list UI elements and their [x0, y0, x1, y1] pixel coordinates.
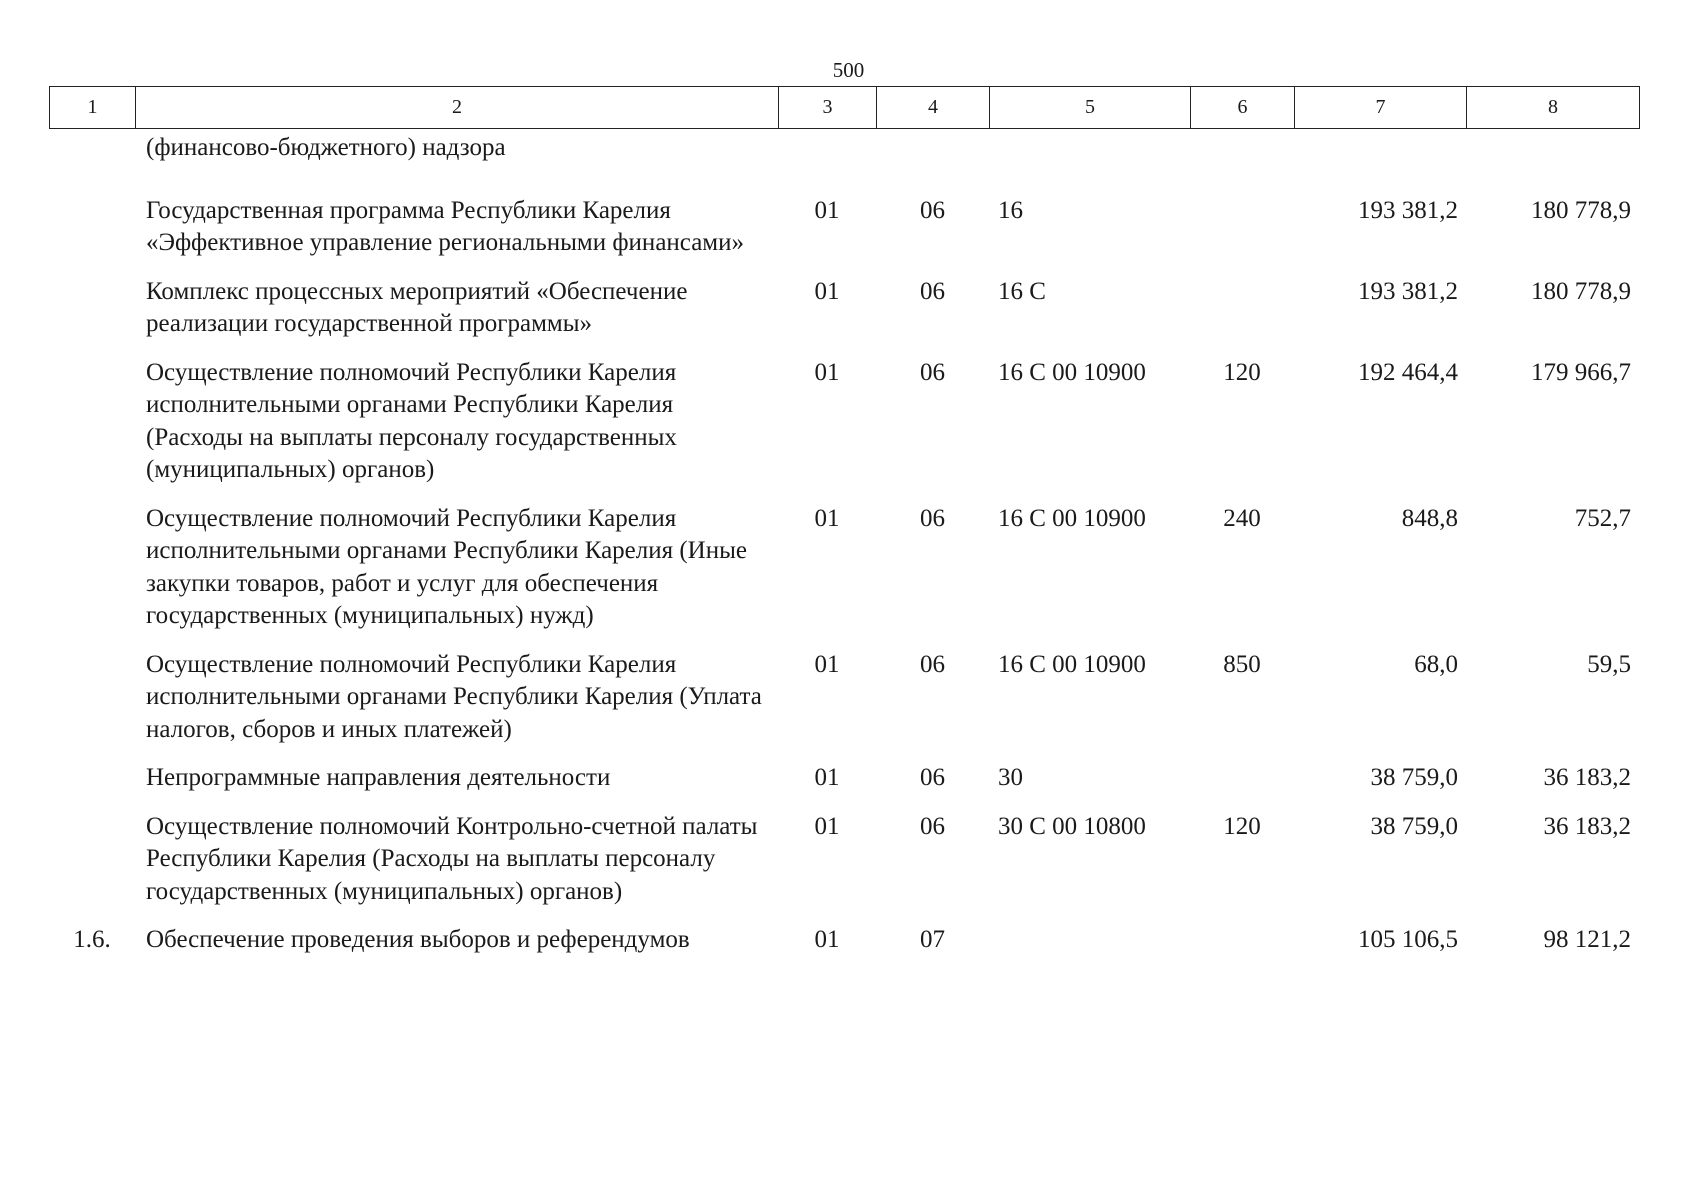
row-amount-2: 752,7 — [1574, 504, 1631, 532]
row-target-article — [989, 132, 1190, 165]
column-number: 4 — [877, 87, 990, 129]
table-row — [49, 357, 1639, 503]
column-number: 1 — [50, 87, 136, 129]
row-expense-type: 850 — [1223, 650, 1261, 678]
row-section: 01 — [814, 764, 840, 791]
row-section: 01 — [814, 277, 840, 305]
column-number: 7 — [1295, 87, 1467, 129]
row-section: 01 — [814, 812, 840, 840]
row-expense-type — [1190, 924, 1294, 973]
row-number — [49, 195, 135, 276]
row-name: Непрограммные направления деятельности — [146, 764, 611, 791]
row-name: (финансово-бюджетного) надзора — [146, 134, 506, 161]
table-row — [49, 649, 1639, 763]
row-section: 01 — [814, 358, 840, 386]
column-number: 5 — [990, 87, 1191, 129]
column-number: 2 — [136, 87, 779, 129]
row-expense-type — [1190, 195, 1294, 276]
row-target-article: 16 С — [998, 277, 1046, 305]
row-amount-1 — [1294, 132, 1466, 165]
row-subsection: 06 — [920, 277, 945, 305]
row-number — [49, 276, 135, 357]
row-name: Государственная программа Республики Карелия «Эффективное управление региональными финансами» — [146, 196, 744, 256]
table-row — [49, 811, 1639, 925]
row-number — [49, 762, 135, 811]
row-amount-2: 59,5 — [1587, 650, 1631, 678]
row-expense-type: 120 — [1223, 358, 1261, 386]
table-row — [49, 276, 1639, 357]
row-name: Осуществление полномочий Республики Карелия исполнительными органами Республики Карелия (Уплата налогов, сборов и иных платежей) — [146, 650, 762, 743]
row-target-article: 30 С 00 10800 — [998, 812, 1146, 840]
row-name: Осуществление полномочий Контрольно-счетной палаты Республики Карелия (Расходы на выплаты персоналу государственных (муниципальных) органов) — [146, 812, 758, 905]
row-target-article: 16 С 00 10900 — [998, 358, 1146, 386]
row-number: 1.6. — [73, 926, 111, 953]
row-target-article: 16 С 00 10900 — [998, 650, 1146, 678]
table-row — [49, 195, 1639, 276]
row-amount-2: 180 778,9 — [1531, 277, 1631, 305]
row-subsection: 06 — [920, 650, 945, 678]
row-section: 01 — [814, 196, 840, 224]
table-row — [49, 924, 1639, 973]
row-amount-1: 38 759,0 — [1370, 764, 1458, 791]
row-target-article — [989, 924, 1190, 973]
table-row — [49, 132, 1639, 165]
row-amount-2 — [1466, 132, 1639, 165]
column-number: 6 — [1191, 87, 1295, 129]
row-section: 01 — [814, 650, 840, 678]
row-number — [49, 811, 135, 925]
row-expense-type — [1190, 132, 1294, 165]
row-name: Комплекс процессных мероприятий «Обеспечение реализации государственной программы» — [146, 277, 688, 337]
column-number: 8 — [1467, 87, 1640, 129]
row-name: Осуществление полномочий Республики Карелия исполнительными органами Республики Карелия (Расходы на выплаты персоналу государственных (муниципальных) органов) — [146, 358, 677, 483]
row-target-article: 16 С 00 10900 — [998, 504, 1146, 532]
row-name: Осуществление полномочий Республики Карелия исполнительными органами Республики Карелия (Иные закупки товаров, работ и услуг для обеспечения государственных (муниципальных) нужд) — [146, 504, 748, 629]
row-target-article: 30 — [998, 764, 1023, 791]
row-number — [49, 503, 135, 649]
row-subsection: 06 — [920, 196, 945, 224]
row-section: 01 — [814, 926, 840, 953]
row-expense-type — [1190, 762, 1294, 811]
row-expense-type: 240 — [1223, 504, 1261, 532]
row-amount-2: 36 183,2 — [1543, 764, 1631, 791]
row-subsection: 06 — [920, 812, 945, 840]
table-row — [49, 503, 1639, 649]
row-section — [778, 132, 876, 165]
row-section: 01 — [814, 504, 840, 532]
row-target-article: 16 — [998, 196, 1023, 224]
row-subsection: 06 — [920, 358, 945, 386]
row-subsection: 06 — [920, 504, 945, 532]
row-amount-2: 179 966,7 — [1531, 358, 1631, 386]
row-amount-1: 105 106,5 — [1358, 926, 1458, 953]
row-subsection: 07 — [920, 926, 945, 953]
row-subsection: 06 — [920, 764, 945, 791]
row-expense-type: 120 — [1223, 812, 1261, 840]
table-row — [49, 165, 1639, 195]
budget-table — [49, 132, 1639, 973]
row-amount-2: 98 121,2 — [1543, 926, 1631, 953]
row-amount-1: 193 381,2 — [1358, 277, 1458, 305]
page-number: 500 — [832, 58, 865, 82]
row-amount-1: 193 381,2 — [1358, 196, 1458, 224]
row-number — [49, 357, 135, 503]
row-amount-2: 180 778,9 — [1531, 196, 1631, 224]
row-subsection — [876, 132, 989, 165]
table-row — [49, 762, 1639, 811]
row-number — [49, 132, 135, 165]
row-number — [49, 649, 135, 763]
row-amount-2: 36 183,2 — [1543, 812, 1631, 840]
row-amount-1: 192 464,4 — [1358, 358, 1458, 386]
row-amount-1: 38 759,0 — [1370, 812, 1458, 840]
row-name: Обеспечение проведения выборов и референдумов — [146, 926, 690, 953]
row-amount-1: 848,8 — [1401, 504, 1458, 532]
column-number: 3 — [779, 87, 877, 129]
table-header — [49, 86, 1640, 129]
row-amount-1: 68,0 — [1414, 650, 1458, 678]
row-expense-type — [1190, 276, 1294, 357]
